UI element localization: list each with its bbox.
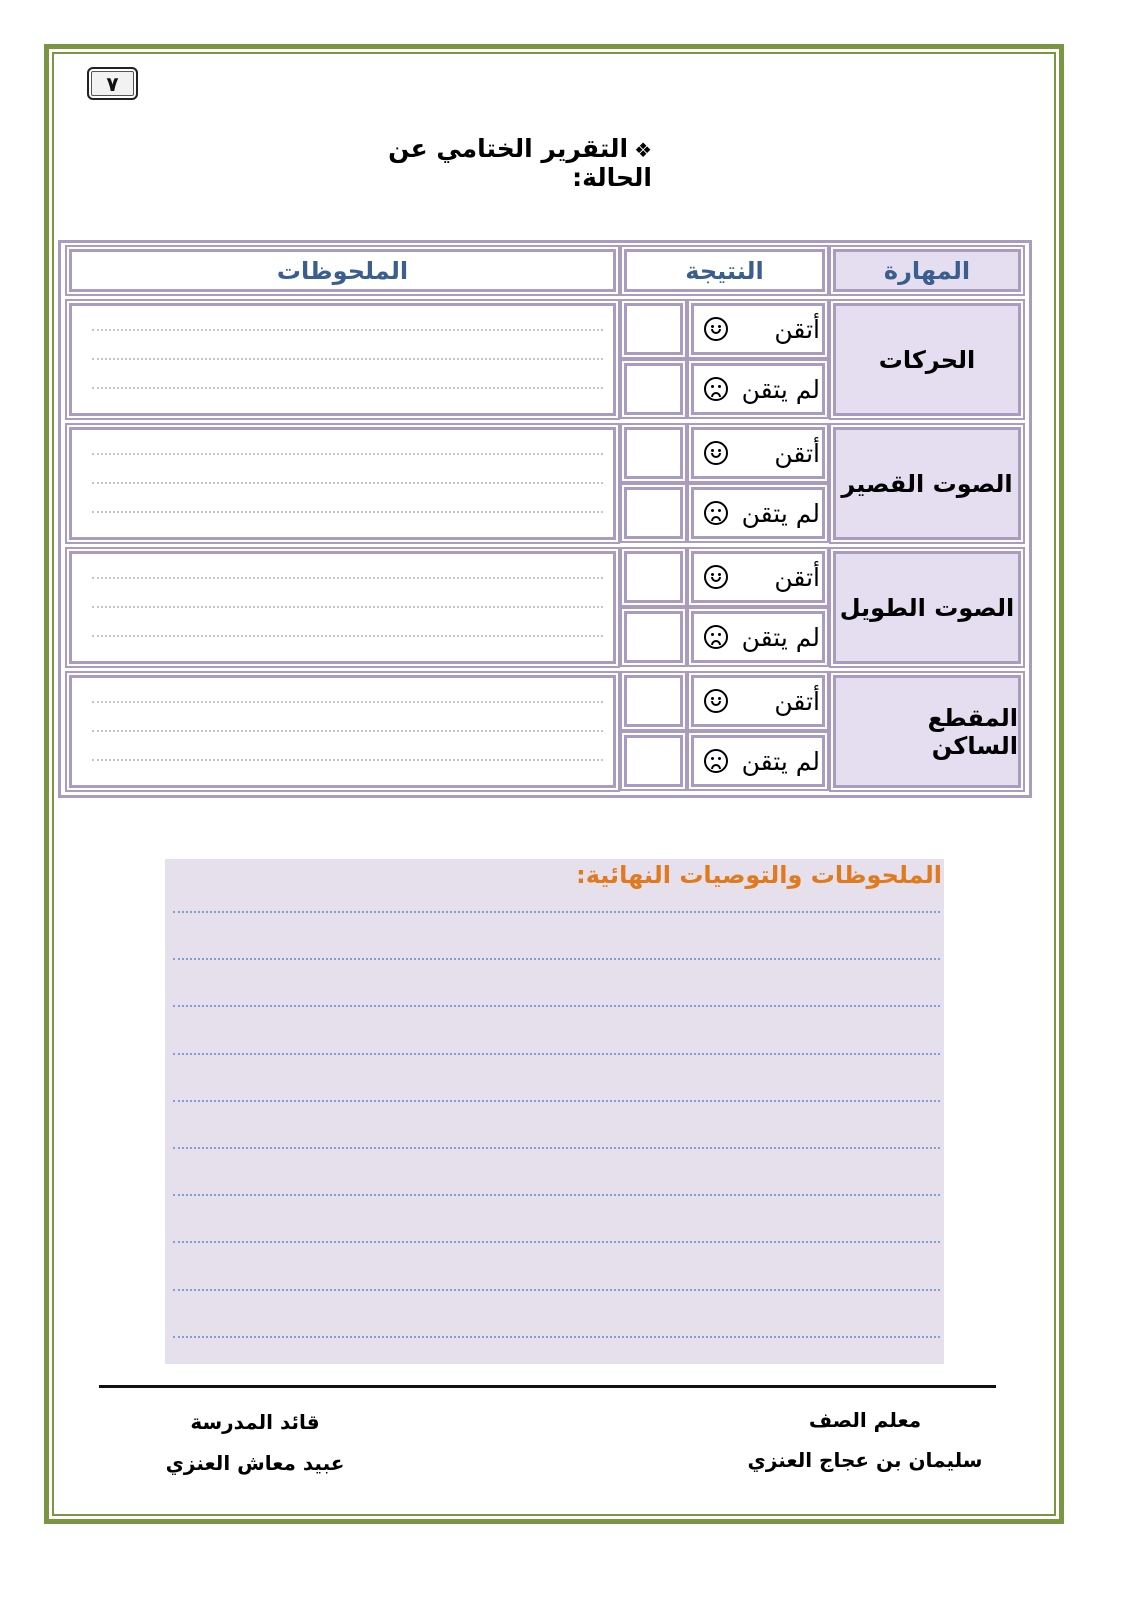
frowning-face-icon bbox=[704, 625, 728, 649]
diamond-bullet-icon: ❖ bbox=[634, 138, 652, 162]
result-option-label: أتقن bbox=[774, 314, 820, 344]
smiley-face-icon bbox=[704, 317, 728, 341]
notes-dotted-line bbox=[92, 635, 603, 637]
skill-cell bbox=[833, 427, 1021, 540]
notes-dotted-line bbox=[92, 730, 603, 732]
frowning-face-icon bbox=[704, 377, 728, 401]
notes-cell[interactable] bbox=[69, 303, 616, 416]
recommendation-dotted-line[interactable] bbox=[173, 911, 940, 913]
result-option-label: لم يتقن bbox=[741, 498, 820, 528]
result-checkbox-not-mastered[interactable] bbox=[624, 735, 683, 787]
result-option-not-mastered bbox=[691, 363, 825, 415]
result-checkbox-mastered[interactable] bbox=[624, 303, 683, 355]
result-option-mastered bbox=[691, 551, 825, 603]
skill-label: الصوت الطويل bbox=[839, 593, 1015, 622]
recommendation-dotted-line[interactable] bbox=[173, 1336, 940, 1338]
result-checkbox-mastered[interactable] bbox=[624, 551, 683, 603]
page-title-text: التقرير الختامي عن الحالة: bbox=[388, 134, 652, 192]
notes-cell[interactable] bbox=[69, 551, 616, 664]
header-notes bbox=[69, 249, 616, 292]
result-option-label: أتقن bbox=[774, 686, 820, 716]
recommendation-dotted-line[interactable] bbox=[173, 1053, 940, 1055]
final-recommendations-box bbox=[165, 859, 944, 1364]
result-option-label: لم يتقن bbox=[741, 622, 820, 652]
header-result-label: النتيجة bbox=[685, 256, 764, 285]
recommendation-dotted-line[interactable] bbox=[173, 1289, 940, 1291]
recommendation-dotted-line[interactable] bbox=[173, 1194, 940, 1196]
notes-dotted-line bbox=[92, 358, 603, 360]
recommendation-dotted-line[interactable] bbox=[173, 1147, 940, 1149]
skill-label: الصوت القصير bbox=[841, 469, 1013, 498]
principal-name: عبيد معاش العنزي bbox=[165, 1451, 345, 1475]
result-option-not-mastered bbox=[691, 611, 825, 663]
frowning-face-icon bbox=[704, 501, 728, 525]
notes-dotted-line bbox=[92, 453, 603, 455]
result-option-mastered bbox=[691, 427, 825, 479]
result-option-mastered bbox=[691, 303, 825, 355]
header-skill bbox=[833, 249, 1021, 292]
notes-dotted-line bbox=[92, 606, 603, 608]
smiley-face-icon bbox=[704, 689, 728, 713]
header-notes-label: الملحوظات bbox=[276, 256, 409, 285]
result-checkbox-mastered[interactable] bbox=[624, 675, 683, 727]
result-checkbox-not-mastered[interactable] bbox=[624, 363, 683, 415]
result-option-label: لم يتقن bbox=[741, 374, 820, 404]
notes-dotted-line bbox=[92, 482, 603, 484]
page-number-badge bbox=[87, 67, 138, 100]
recommendation-dotted-line[interactable] bbox=[173, 1005, 940, 1007]
notes-dotted-line bbox=[92, 701, 603, 703]
recommendation-dotted-line[interactable] bbox=[173, 958, 940, 960]
signature-separator bbox=[99, 1385, 996, 1388]
skill-cell bbox=[833, 551, 1021, 664]
result-checkbox-mastered[interactable] bbox=[624, 427, 683, 479]
result-option-label: لم يتقن bbox=[741, 746, 820, 776]
notes-cell[interactable] bbox=[69, 675, 616, 788]
result-option-not-mastered bbox=[691, 735, 825, 787]
notes-dotted-line bbox=[92, 759, 603, 761]
teacher-role: معلم الصف bbox=[808, 1408, 922, 1432]
recommendation-dotted-line[interactable] bbox=[173, 1100, 940, 1102]
result-checkbox-not-mastered[interactable] bbox=[624, 487, 683, 539]
recommendation-dotted-line[interactable] bbox=[173, 1241, 940, 1243]
header-skill-label: المهارة bbox=[883, 256, 971, 285]
skill-cell bbox=[833, 675, 1021, 788]
notes-dotted-line bbox=[92, 329, 603, 331]
notes-dotted-line bbox=[92, 387, 603, 389]
page-number: ٧ bbox=[106, 71, 119, 96]
result-option-not-mastered bbox=[691, 487, 825, 539]
page-title bbox=[300, 134, 652, 192]
frowning-face-icon bbox=[704, 749, 728, 773]
result-option-label: أتقن bbox=[774, 438, 820, 468]
result-option-mastered bbox=[691, 675, 825, 727]
notes-dotted-line bbox=[92, 511, 603, 513]
notes-dotted-line bbox=[92, 577, 603, 579]
skill-label: المقطع الساكن bbox=[927, 703, 1018, 760]
header-result bbox=[624, 249, 825, 292]
skills-table bbox=[58, 240, 1032, 798]
recommendations-title: الملحوظات والتوصيات النهائية: bbox=[576, 861, 942, 889]
smiley-face-icon bbox=[704, 441, 728, 465]
notes-cell[interactable] bbox=[69, 427, 616, 540]
skill-cell bbox=[833, 303, 1021, 416]
teacher-name: سليمان بن عجاج العنزي bbox=[747, 1448, 983, 1472]
result-checkbox-not-mastered[interactable] bbox=[624, 611, 683, 663]
smiley-face-icon bbox=[704, 565, 728, 589]
principal-role: قائد المدرسة bbox=[190, 1410, 320, 1434]
result-option-label: أتقن bbox=[774, 562, 820, 592]
skill-label: الحركات bbox=[878, 345, 976, 374]
